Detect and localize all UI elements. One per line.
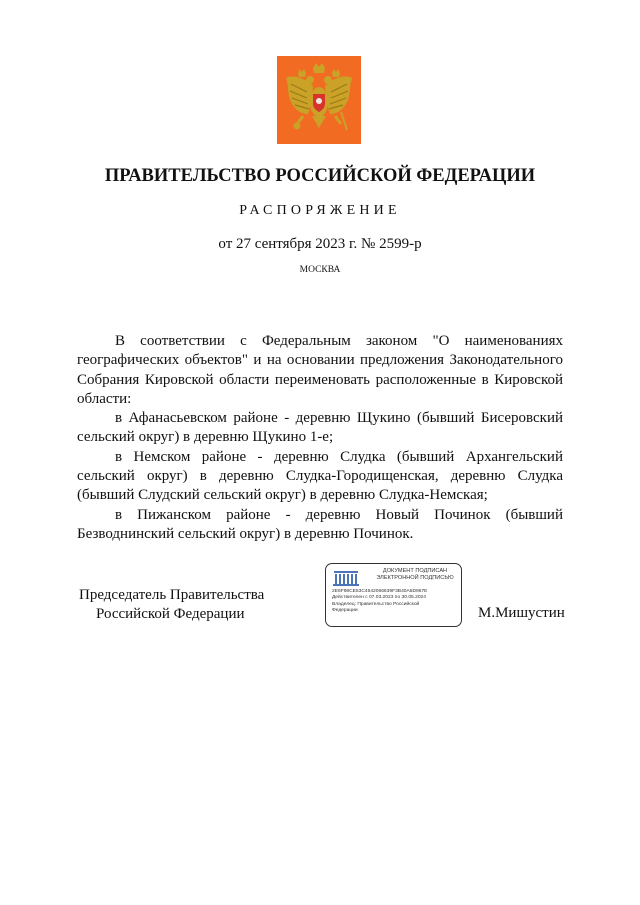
signatory-position-line2: Российской Федерации: [96, 606, 245, 622]
document-date-number: от 27 сентября 2023 г. № 2599-р: [218, 236, 422, 252]
government-building-icon: [331, 569, 361, 587]
body-paragraph-afanasyevsky: в Афанасьевском районе - деревню Щукино (бывший Бисеровский сельский округ) в деревню Щукино 1-е;: [77, 410, 563, 446]
signatory-position: [79, 586, 279, 624]
stamp-owner-line1: Владелец: Правительство Российской: [332, 601, 420, 607]
body-paragraph-intro: В соответствии с Федеральным законом "О наименованиях географических объектов" и на основании предложения Законодательного Собрания Кировской области переименовать расположенные в Кировской области:: [77, 333, 563, 407]
stamp-title-line1: ДОКУМЕНТ ПОДПИСАН: [382, 568, 448, 574]
signatory-name: М.Мишустин: [478, 605, 565, 621]
stamp-title: [370, 568, 460, 583]
document-city: МОСКВА: [299, 265, 341, 275]
stamp-owner-line2: Федерации: [332, 607, 358, 613]
document-body: [77, 332, 563, 544]
body-paragraph-nemsky: в Немском районе - деревню Слудка (бывший Архангельский сельский округ) в деревню Слудка-Городищенская, деревню Слудка (бывший Слудский сельский округ) в деревню Слудка-Немская;: [77, 448, 563, 504]
stamp-title-line2: ЭЛЕКТРОННОЙ ПОДПИСЬЮ: [376, 575, 454, 582]
body-paragraph-pizhansky: в Пижанском районе - деревню Новый Починок (бывший Безводнинский сельский округ) в деревню Починок.: [77, 506, 563, 542]
electronic-signature-stamp: [325, 563, 462, 627]
stamp-serial: 2E6F98CE53C4642066639F3B40A5D967E: [332, 589, 428, 594]
signatory-position-line1: Председатель Правительства: [79, 587, 265, 603]
coat-of-arms-icon: [277, 56, 361, 144]
stamp-certificate-info: [332, 589, 460, 614]
document-type: РАСПОРЯЖЕНИЕ: [239, 203, 401, 218]
government-title: ПРАВИТЕЛЬСТВО РОССИЙСКОЙ ФЕДЕРАЦИИ: [104, 166, 536, 186]
stamp-validity: Действителен с 07.03.2023 по 30.05.2024: [332, 595, 426, 601]
